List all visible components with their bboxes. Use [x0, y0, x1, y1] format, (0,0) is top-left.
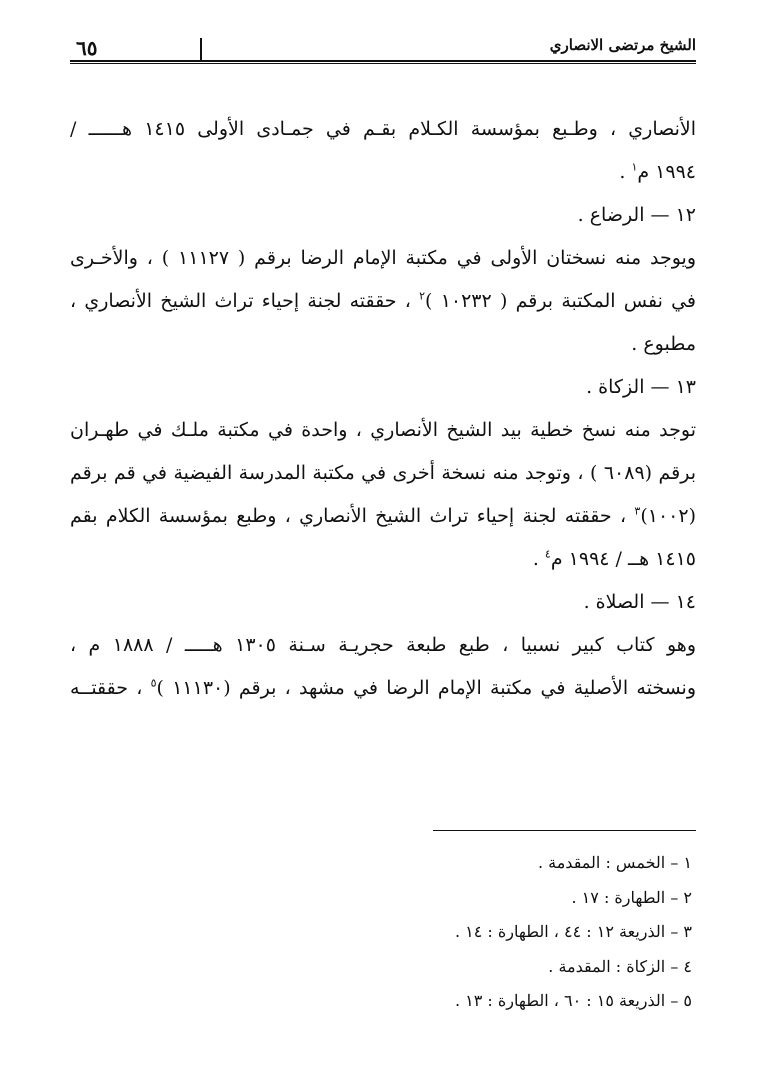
running-header [70, 30, 696, 60]
section-heading: ١٤ — الصلاة . [583, 591, 696, 613]
footnote-separator [433, 830, 696, 831]
page-number: ٦٥ [76, 36, 98, 60]
footnote-item: ١ – الخمس : المقدمة . [537, 853, 692, 872]
footnote-item: ٥ – الذريعة ١٥ : ٦٠ ، الطهارة : ١٣ . [454, 991, 692, 1010]
footnote-ref[interactable]: ١ [631, 160, 638, 174]
text-line: ويوجد منه نسختان الأولى في مكتبة الإمام الرضا برقم ( ١١١٢٧ ) ، والأخـرى [70, 247, 696, 269]
footnote-ref[interactable]: ٢ [419, 289, 426, 303]
footnotes [70, 846, 696, 1019]
section-heading: ١٣ — الزكاة . [586, 376, 696, 398]
text-line: ١٩٩٤ م$^١$ . [619, 160, 696, 183]
footnote-ref[interactable]: ٤ [544, 547, 551, 561]
footnote-ref[interactable]: ٣ [634, 504, 641, 518]
header-title: الشيخ مرتضى الانصاري [549, 36, 696, 54]
text-line: ١٤١٥ هــ / ١٩٩٤ م$^٤$ . [532, 547, 696, 570]
footnote-item: ٣ – الذريعة ١٢ : ٤٤ ، الطهارة : ١٤ . [454, 922, 692, 941]
footnote-item: ٤ – الزكاة : المقدمة . [548, 956, 692, 976]
text-line: برقم (٦٠٨٩ ) ، وتوجد منه نسخة أخرى في مكتبة المدرسة الفيضية في قم برقم [70, 462, 696, 484]
footnote-ref[interactable]: ٥ [150, 676, 157, 690]
section-heading: ١٢ — الرضاع . [577, 204, 696, 226]
text-line: في نفس المكتبة برقم ( ١٠٢٣٢ )$^٢$ ، حققته لجنة إحياء تراث الشيخ الأنصاري ، [70, 289, 697, 312]
text-line: ونسخته الأصلية في مكتبة الإمام الرضا في مشهد ، برقم (١١١٣٠ )$^٥$ ، حققتــه [70, 676, 697, 699]
header-rule [70, 60, 696, 64]
text-line: وهو كتاب كبير نسبيا ، طبع طبعة حجريـة سـنة ١٣٠٥ هـــــ / ١٨٨٨ م ، [70, 634, 696, 656]
text-line: (١٠٠٢)$^٣$ ، حققته لجنة إحياء تراث الشيخ الأنصاري ، وطبع بمؤسسة الكلام بقم [70, 504, 696, 527]
footnote-item: ٢ – الطهارة : ١٧ . [571, 887, 692, 907]
text-line: مطبوع . [631, 333, 696, 355]
header-tick-mark [200, 38, 202, 60]
main-text [70, 108, 696, 710]
text-line: الأنصاري ، وطـبع بمؤسسة الكـلام بقـم في جمـادى الأولى ١٤١٥ هــــــ / [70, 118, 696, 140]
text-line: توجد منه نسخ خطية بيد الشيخ الأنصاري ، واحدة في مكتبة ملـك في طهـران [70, 419, 696, 441]
